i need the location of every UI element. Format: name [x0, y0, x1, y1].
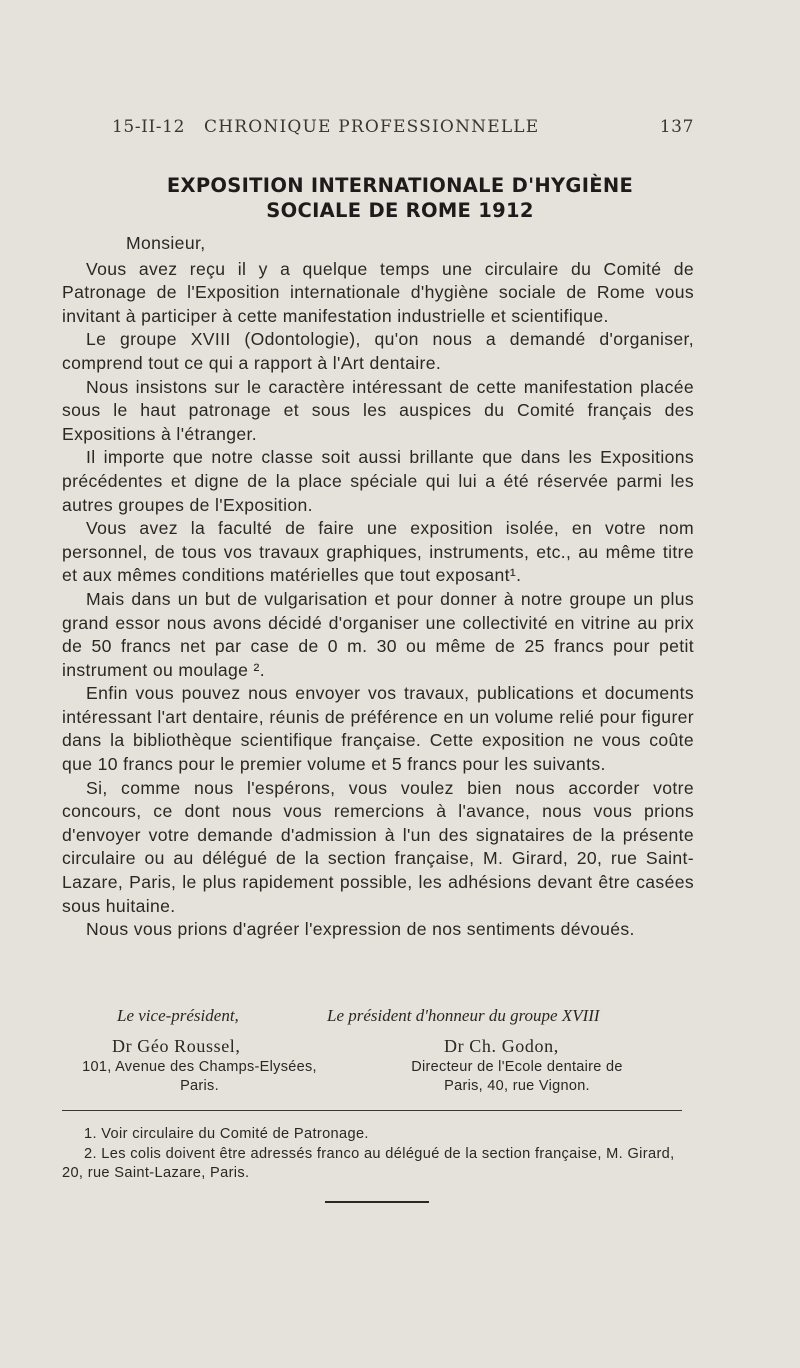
- footnote-divider: [62, 1110, 682, 1111]
- header-date: 15-II-12: [112, 117, 185, 137]
- title-line-2: SOCIALE DE ROME 1912: [266, 199, 534, 222]
- right-address-line-1: Directeur de l'Ecole dentaire de: [411, 1059, 623, 1075]
- left-address-line-2: Paris.: [180, 1078, 219, 1094]
- paragraph: Si, comme nous l'espérons, vous voulez bien nous accorder votre concours, ce dont nous vous remercions à l'avance, nous vous prions d'envoyer votre demande d'admission à l'un des signataires de la présente circulaire ou au délégué de la section française, M. Girard, 20, rue Saint-Lazare, Paris, le plus rapidement possible, les adhésions devant être casées sous huitaine.: [62, 777, 694, 916]
- footnote: 2. Les colis doivent être adressés franco au délégué de la section française, M. Girard, 20, rue Saint-Lazare, Paris.: [62, 1145, 675, 1181]
- left-signatory-name: Dr Géo Roussel,: [112, 1036, 241, 1056]
- right-address: [382, 1058, 652, 1096]
- closing: Nous vous prions d'agréer l'expression de nos sentiments dévoués.: [86, 919, 635, 940]
- left-role: Le vice-président,: [117, 1006, 239, 1025]
- article-title: [60, 173, 740, 223]
- footnote: 1. Voir circulaire du Comité de Patronage.: [84, 1126, 369, 1142]
- right-role: Le président d'honneur du groupe XVIII: [327, 1006, 600, 1025]
- header-section: CHRONIQUE PROFESSIONNELLE: [204, 117, 540, 137]
- title-line-1: EXPOSITION INTERNATIONALE D'HYGIÈNE: [166, 174, 634, 197]
- right-signatory-name: Dr Ch. Godon,: [444, 1036, 559, 1056]
- paragraph: Nous insistons sur le caractère intéressant de cette manifestation placée sous le haut patronage et sous les auspices du Comité français des Expositions à l'étranger.: [62, 376, 694, 444]
- salutation: Monsieur,: [126, 233, 206, 253]
- right-address-line-2: Paris, 40, rue Vignon.: [444, 1078, 590, 1094]
- left-address-line-1: 101, Avenue des Champs-Elysées,: [82, 1059, 317, 1075]
- left-address: [62, 1058, 337, 1096]
- page-number: 137: [659, 117, 694, 137]
- paragraph: Le groupe XVIII (Odontologie), qu'on nous a demandé d'organiser, comprend tout ce qui a rapport à l'Art dentaire.: [62, 329, 694, 373]
- paragraph: Il importe que notre classe soit aussi brillante que dans les Expositions précédentes et digne de la place spéciale qui lui a été réservée parmi les autres groupes de l'Exposition.: [62, 447, 694, 515]
- paragraph: Vous avez reçu il y a quelque temps une circulaire du Comité de Patronage de l'Exposition internationale d'hygiène sociale de Rome vous invitant à participer à cette manifestation industrielle et scientifique.: [62, 258, 694, 326]
- footnotes: [62, 1125, 696, 1184]
- paragraph: Enfin vous pouvez nous envoyer vos travaux, publications et documents intéressant l'art dentaire, réunis de préférence en un volume relié pour figurer dans la bibliothèque scientifique française. Cette exposition ne vous coûte que 10 francs pour le premier volume et 5 francs pour les suivants.: [62, 683, 694, 775]
- letter-body: [62, 232, 694, 942]
- end-rule: [325, 1201, 429, 1203]
- paragraph: Vous avez la faculté de faire une exposition isolée, en votre nom personnel, de tous vos travaux graphiques, instruments, etc., au même titre et aux mêmes conditions matérielles que tout exposant¹.: [62, 518, 694, 586]
- paragraph: Mais dans un but de vulgarisation et pour donner à notre groupe un plus grand essor nous avons décidé d'organiser une collectivité en vitrine au prix de 50 francs net par case de 0 m. 30 ou même de 25 francs pour petit instrument ou moulage ².: [62, 588, 694, 680]
